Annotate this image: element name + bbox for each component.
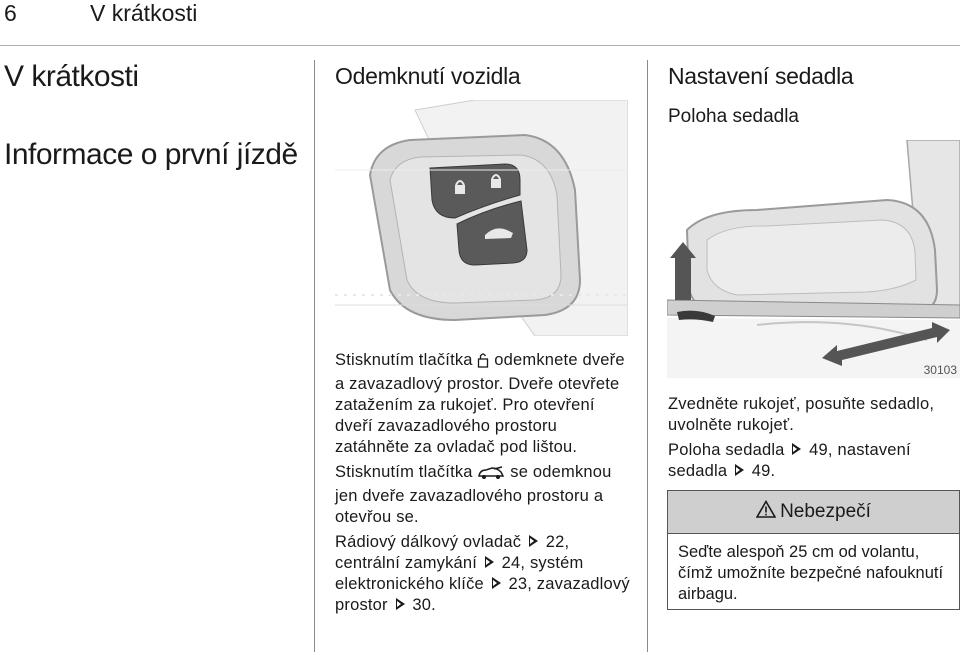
page-reference-icon: [792, 443, 801, 455]
page-reference-icon: [492, 577, 501, 589]
para-1-end: odemknete dveře a zavazadlový prostor. Dveře otevřete zatažením za rukojeť. Pro otevření dveří zavazadlového prostoru zatáhněte za ovladač pod lištou.: [335, 351, 625, 456]
subsection-title-seat-position: Poloha sedadla: [668, 106, 799, 127]
para-3-e: 30.: [407, 596, 436, 614]
danger-header: [668, 491, 959, 534]
seat-instructions: [668, 394, 953, 486]
seat-illustration: [667, 140, 960, 378]
section-title-seat-adjustment: Nastavení sedadla: [668, 63, 854, 89]
para-3-d: 23, zavazadlový prostor: [335, 575, 630, 614]
header-rule: [0, 45, 960, 46]
seat-ref-mid: 49, nastavení sedadla: [668, 441, 911, 480]
para-3-a: Rádiový dálkový ovladač: [335, 533, 526, 551]
page-reference-icon: [485, 556, 494, 568]
unlock-instructions: [335, 350, 635, 620]
column-divider-right: [647, 60, 648, 652]
key-fob-illustration: [335, 100, 628, 336]
section-title-unlocking: Odemknutí vozidla: [335, 63, 521, 89]
danger-warning-box: [667, 490, 960, 610]
para-3-c: 24, systém elektronického klíče: [335, 554, 584, 593]
unlock-icon: [477, 352, 489, 374]
warning-triangle-icon: [756, 500, 776, 524]
seat-ref-end: 49.: [746, 462, 776, 480]
page-reference-icon: [529, 535, 538, 547]
column-divider-left: [314, 60, 315, 652]
page-reference-icon: [735, 464, 744, 476]
para-1-start: Stisknutím tlačítka: [335, 351, 478, 369]
page-reference-icon: [396, 598, 405, 610]
chapter-subtitle: Informace o první jízdě: [4, 138, 298, 171]
seat-instruction-text: Zvedněte rukojeť, posuňte sedadlo, uvolněte rukojeť.: [668, 395, 935, 434]
danger-text: Seďte alespoň 25 cm od volantu, čímž umožníte bezpečné nafouknutí airbagu.: [678, 543, 944, 603]
para-3-b: 22, centrální zamykání: [335, 533, 570, 572]
danger-title: Nebezpečí: [780, 501, 871, 522]
page-number: 6: [4, 0, 17, 26]
para-2-start: Stisknutím tlačítka: [335, 463, 478, 481]
running-title: V krátkosti: [90, 0, 198, 26]
chapter-title: V krátkosti: [4, 60, 139, 93]
figure-number: 30103: [923, 363, 957, 377]
seat-ref-start: Poloha sedadla: [668, 441, 790, 459]
trunk-release-icon: [477, 465, 505, 486]
para-2-end: se odemknou jen dveře zavazadlového prostoru a otevřou se.: [335, 463, 612, 526]
